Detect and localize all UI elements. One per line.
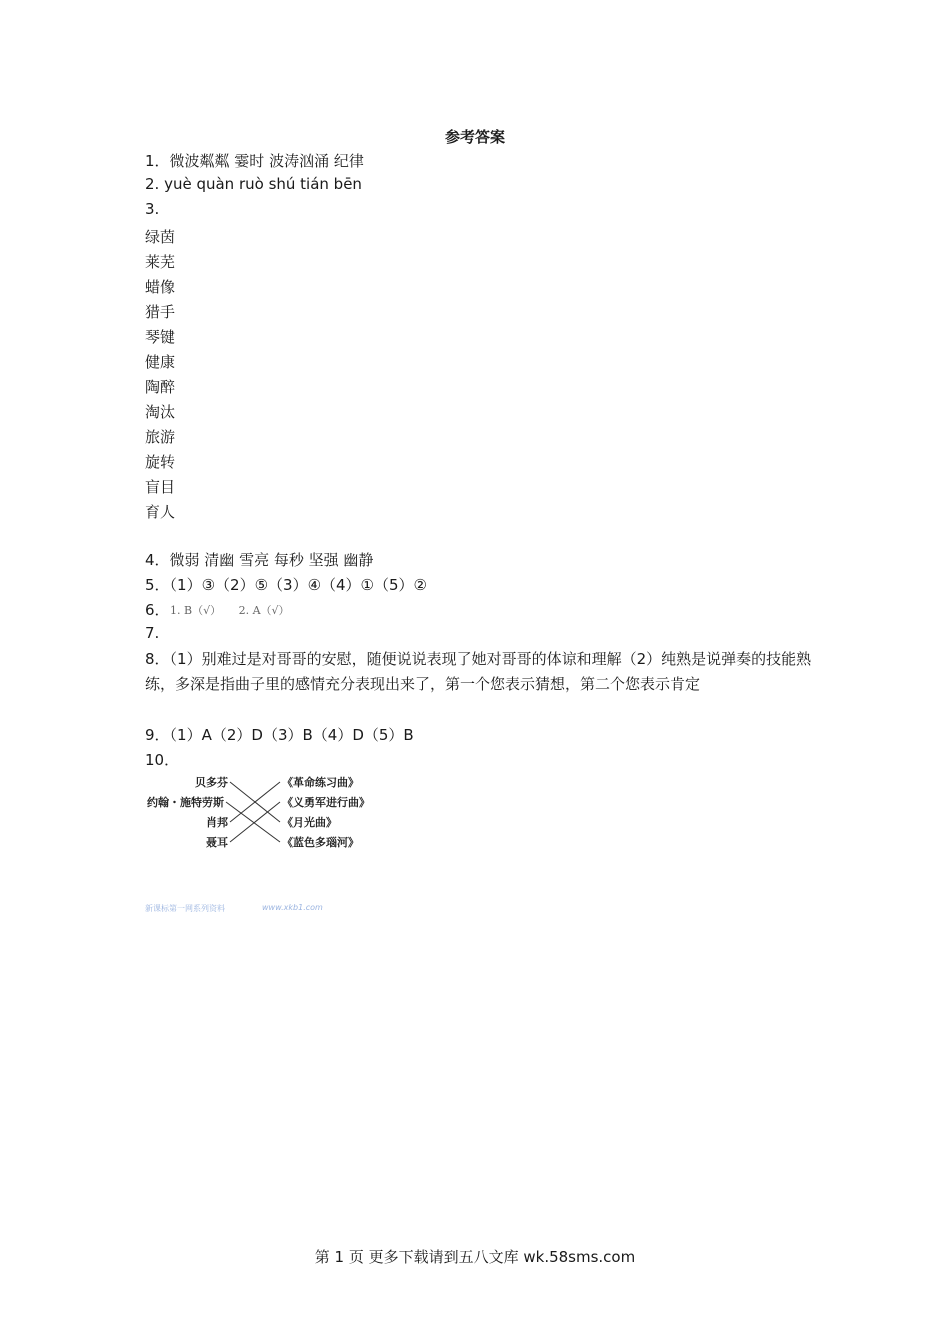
watermark-text: 新课标第一网系列资料 [145,904,225,913]
answer-7-label: 7. [145,624,160,642]
word-item: 陶醉 [145,378,176,396]
word-item: 健康 [145,353,176,371]
work-label: 《革命练习曲》 [282,776,359,789]
answer-3-label: 3. [145,200,160,218]
answer-9: 9．（1）A（2）D（3）B（4）D（5）B [145,726,414,744]
word-item: 琴键 [145,328,176,346]
composer-label: 贝多芬 [195,776,228,789]
composer-label: 肖邦 [206,816,228,829]
work-label: 《义勇军进行曲》 [282,796,370,809]
answer-2: 2. yuè quàn ruò shú tián bēn [145,175,362,193]
work-label: 《月光曲》 [282,816,337,829]
answer-6-label: 6． [145,601,170,619]
answer-6-item: 2. A（√） [238,604,290,617]
composer-label: 约翰・施特劳斯 [147,796,224,809]
answer-8: 8．（1）别难过是对哥哥的安慰，随便说说表现了她对哥哥的体谅和理解（2）纯熟是说弹奏的技能熟练，多深是指曲子里的感情充分表现出来了，第一个您表示猜想，第二个您表示肯定 [145,650,812,693]
work-label: 《蓝色多瑙河》 [282,836,359,849]
answer-1: 1．微波粼粼 霎时 波涛汹涌 纪律 [145,152,364,170]
answer-6-image [170,602,304,618]
word-item: 盲目 [145,478,176,496]
page-title: 参考答案 [444,128,505,146]
word-item: 莱芜 [145,253,176,271]
composer-label: 聂耳 [206,836,228,849]
word-item: 蜡像 [145,278,176,296]
word-item: 猎手 [145,303,176,321]
word-item: 旋转 [145,453,176,471]
answer-6-item: 1. B（√） [170,604,222,617]
matching-diagram [140,770,380,860]
word-item: 绿茵 [145,228,176,246]
answer-10-label: 10． [145,751,180,769]
answer-4: 4．微弱 清幽 雪亮 每秒 坚强 幽静 [145,551,374,569]
answer-5: 5．（1）③（2）⑤（3）④（4）①（5）② [145,576,427,594]
word-item: 淘汰 [145,403,176,421]
page-footer: 第 1 页 更多下载请到五八文库 wk.58sms.com [314,1248,636,1266]
watermark-url: www.xkb1.com [262,903,323,912]
word-item: 育人 [145,503,176,521]
word-item: 旅游 [145,428,176,446]
